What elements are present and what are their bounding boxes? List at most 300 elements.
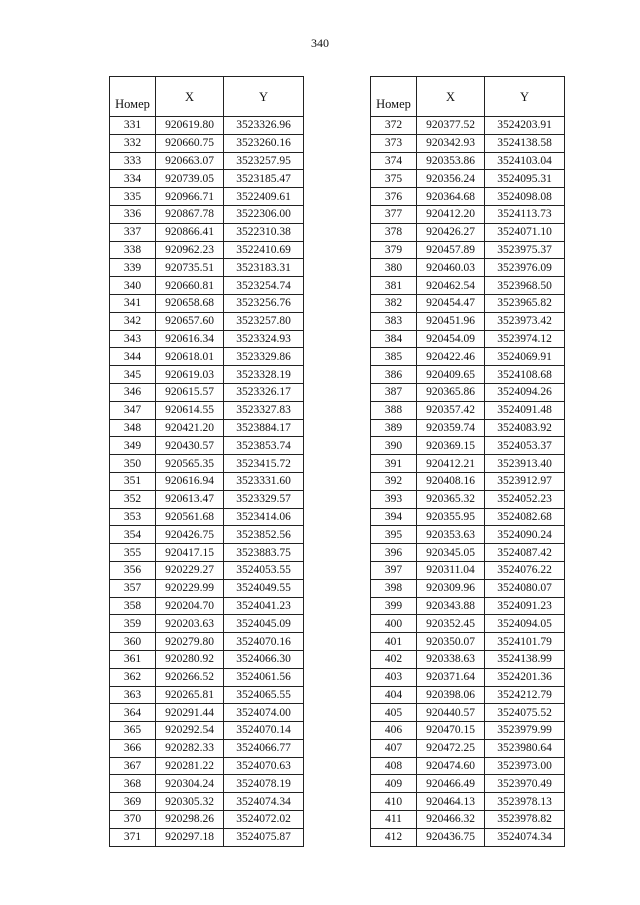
y-coordinate-cell: 3524091.23 [485,597,565,615]
y-coordinate-cell: 3524075.87 [224,828,304,846]
x-coordinate-cell: 920266.52 [156,668,224,686]
x-coordinate-cell: 920466.32 [417,811,485,829]
x-coordinate-cell: 920398.06 [417,686,485,704]
x-coordinate-cell: 920365.32 [417,490,485,508]
point-number-cell: 395 [371,526,417,544]
y-coordinate-cell: 3523326.17 [224,383,304,401]
x-coordinate-cell: 920357.42 [417,401,485,419]
x-coordinate-cell: 920866.41 [156,223,224,241]
x-coordinate-cell: 920305.32 [156,793,224,811]
table-row [110,223,304,241]
header-number: Номер [110,77,156,117]
table-row [371,437,565,455]
y-coordinate-cell: 3523254.74 [224,277,304,295]
x-coordinate-cell: 920203.63 [156,615,224,633]
x-coordinate-cell: 920430.57 [156,437,224,455]
table-row [110,348,304,366]
header-x: X [156,77,224,117]
table-row [110,277,304,295]
y-coordinate-cell: 3523329.57 [224,490,304,508]
point-number-cell: 340 [110,277,156,295]
table-row [110,722,304,740]
x-coordinate-cell: 920618.01 [156,348,224,366]
point-number-cell: 377 [371,205,417,223]
table-row [110,490,304,508]
point-number-cell: 357 [110,579,156,597]
x-coordinate-cell: 920298.26 [156,811,224,829]
point-number-cell: 370 [110,811,156,829]
point-number-cell: 396 [371,544,417,562]
point-number-cell: 392 [371,472,417,490]
point-number-cell: 364 [110,704,156,722]
point-number-cell: 412 [371,828,417,846]
x-coordinate-cell: 920338.63 [417,650,485,668]
table-row [110,134,304,152]
x-coordinate-cell: 920462.54 [417,277,485,295]
y-coordinate-cell: 3524041.23 [224,597,304,615]
y-coordinate-cell: 3523324.93 [224,330,304,348]
x-coordinate-cell: 920297.18 [156,828,224,846]
y-coordinate-cell: 3522410.69 [224,241,304,259]
x-coordinate-cell: 920377.52 [417,117,485,135]
y-coordinate-cell: 3524103.04 [485,152,565,170]
point-number-cell: 350 [110,455,156,473]
point-number-cell: 346 [110,383,156,401]
table-row [371,241,565,259]
point-number-cell: 336 [110,205,156,223]
table-row [110,650,304,668]
x-coordinate-cell: 920460.03 [417,259,485,277]
table-row [371,383,565,401]
point-number-cell: 371 [110,828,156,846]
point-number-cell: 375 [371,170,417,188]
point-number-cell: 354 [110,526,156,544]
y-coordinate-cell: 3524087.42 [485,544,565,562]
table-row [110,668,304,686]
x-coordinate-cell: 920615.57 [156,383,224,401]
y-coordinate-cell: 3524113.73 [485,205,565,223]
table-row [110,152,304,170]
x-coordinate-cell: 920454.09 [417,330,485,348]
x-coordinate-cell: 920355.95 [417,508,485,526]
y-coordinate-cell: 3523183.31 [224,259,304,277]
table-row [371,686,565,704]
table-row [371,188,565,206]
x-coordinate-cell: 920616.34 [156,330,224,348]
y-coordinate-cell: 3524045.09 [224,615,304,633]
point-number-cell: 403 [371,668,417,686]
point-number-cell: 408 [371,757,417,775]
table-row [110,615,304,633]
y-coordinate-cell: 3524066.30 [224,650,304,668]
y-coordinate-cell: 3524076.22 [485,561,565,579]
table-row [371,739,565,757]
x-coordinate-cell: 920657.60 [156,312,224,330]
y-coordinate-cell: 3523329.86 [224,348,304,366]
point-number-cell: 381 [371,277,417,295]
point-number-cell: 384 [371,330,417,348]
x-coordinate-cell: 920229.99 [156,579,224,597]
table-row [110,757,304,775]
table-row [371,722,565,740]
y-coordinate-cell: 3523327.83 [224,401,304,419]
table-row [371,205,565,223]
y-coordinate-cell: 3523257.80 [224,312,304,330]
y-coordinate-cell: 3523970.49 [485,775,565,793]
x-coordinate-cell: 920440.57 [417,704,485,722]
x-coordinate-cell: 920867.78 [156,205,224,223]
table-row [371,508,565,526]
x-coordinate-cell: 920365.86 [417,383,485,401]
y-coordinate-cell: 3524061.56 [224,668,304,686]
y-coordinate-cell: 3524083.92 [485,419,565,437]
table-header-row [371,77,565,117]
x-coordinate-cell: 920660.75 [156,134,224,152]
table-row [371,348,565,366]
point-number-cell: 362 [110,668,156,686]
point-number-cell: 411 [371,811,417,829]
table-row [371,775,565,793]
table-row [110,526,304,544]
table-row [371,455,565,473]
point-number-cell: 341 [110,294,156,312]
point-number-cell: 400 [371,615,417,633]
y-coordinate-cell: 3524212.79 [485,686,565,704]
x-coordinate-cell: 920422.46 [417,348,485,366]
y-coordinate-cell: 3524091.48 [485,401,565,419]
table-row [371,277,565,295]
table-row [371,526,565,544]
table-row [371,650,565,668]
x-coordinate-cell: 920426.27 [417,223,485,241]
point-number-cell: 372 [371,117,417,135]
x-coordinate-cell: 920371.64 [417,668,485,686]
y-coordinate-cell: 3524069.91 [485,348,565,366]
point-number-cell: 406 [371,722,417,740]
point-number-cell: 343 [110,330,156,348]
x-coordinate-cell: 920304.24 [156,775,224,793]
x-coordinate-cell: 920279.80 [156,633,224,651]
point-number-cell: 368 [110,775,156,793]
point-number-cell: 363 [110,686,156,704]
x-coordinate-cell: 920345.05 [417,544,485,562]
x-coordinate-cell: 920369.15 [417,437,485,455]
y-coordinate-cell: 3524078.19 [224,775,304,793]
y-coordinate-cell: 3524053.55 [224,561,304,579]
point-number-cell: 409 [371,775,417,793]
page-number: 340 [311,36,329,50]
y-coordinate-cell: 3522409.61 [224,188,304,206]
point-number-cell: 399 [371,597,417,615]
point-number-cell: 410 [371,793,417,811]
point-number-cell: 401 [371,633,417,651]
point-number-cell: 361 [110,650,156,668]
y-coordinate-cell: 3524095.31 [485,170,565,188]
x-coordinate-cell: 920342.93 [417,134,485,152]
y-coordinate-cell: 3524071.10 [485,223,565,241]
x-coordinate-cell: 920265.81 [156,686,224,704]
x-coordinate-cell: 920352.45 [417,615,485,633]
y-coordinate-cell: 3524138.99 [485,650,565,668]
x-coordinate-cell: 920614.55 [156,401,224,419]
point-number-cell: 335 [110,188,156,206]
table-row [110,419,304,437]
point-number-cell: 339 [110,259,156,277]
point-number-cell: 342 [110,312,156,330]
point-number-cell: 373 [371,134,417,152]
point-number-cell: 358 [110,597,156,615]
table-row [110,455,304,473]
point-number-cell: 379 [371,241,417,259]
y-coordinate-cell: 3523260.16 [224,134,304,152]
table-row [110,366,304,384]
table-row [371,544,565,562]
x-coordinate-cell: 920616.94 [156,472,224,490]
point-number-cell: 390 [371,437,417,455]
x-coordinate-cell: 920962.23 [156,241,224,259]
y-coordinate-cell: 3523185.47 [224,170,304,188]
x-coordinate-cell: 920739.05 [156,170,224,188]
y-coordinate-cell: 3524070.16 [224,633,304,651]
x-coordinate-cell: 920292.54 [156,722,224,740]
y-coordinate-cell: 3523974.12 [485,330,565,348]
table-row [110,561,304,579]
x-coordinate-cell: 920464.13 [417,793,485,811]
x-coordinate-cell: 920426.75 [156,526,224,544]
x-coordinate-cell: 920466.49 [417,775,485,793]
y-coordinate-cell: 3523331.60 [224,472,304,490]
y-coordinate-cell: 3524052.23 [485,490,565,508]
point-number-cell: 338 [110,241,156,259]
y-coordinate-cell: 3523979.99 [485,722,565,740]
table-row [371,134,565,152]
point-number-cell: 355 [110,544,156,562]
x-coordinate-cell: 920436.75 [417,828,485,846]
table-row [110,793,304,811]
y-coordinate-cell: 3523912.97 [485,472,565,490]
table-row [371,668,565,686]
point-number-cell: 367 [110,757,156,775]
x-coordinate-cell: 920417.15 [156,544,224,562]
table-row [371,633,565,651]
x-coordinate-cell: 920364.68 [417,188,485,206]
x-coordinate-cell: 920356.24 [417,170,485,188]
x-coordinate-cell: 920353.63 [417,526,485,544]
point-number-cell: 376 [371,188,417,206]
point-number-cell: 385 [371,348,417,366]
table-row [110,188,304,206]
y-coordinate-cell: 3523853.74 [224,437,304,455]
y-coordinate-cell: 3524094.05 [485,615,565,633]
y-coordinate-cell: 3523978.13 [485,793,565,811]
y-coordinate-cell: 3524138.58 [485,134,565,152]
point-number-cell: 382 [371,294,417,312]
table-row [371,811,565,829]
table-row [371,472,565,490]
y-coordinate-cell: 3524072.02 [224,811,304,829]
x-coordinate-cell: 920409.65 [417,366,485,384]
y-coordinate-cell: 3523415.72 [224,455,304,473]
x-coordinate-cell: 920619.03 [156,366,224,384]
y-coordinate-cell: 3524074.00 [224,704,304,722]
x-coordinate-cell: 920350.07 [417,633,485,651]
point-number-cell: 393 [371,490,417,508]
table-row [371,419,565,437]
y-coordinate-cell: 3524201.36 [485,668,565,686]
x-coordinate-cell: 920412.21 [417,455,485,473]
table-row [371,223,565,241]
point-number-cell: 348 [110,419,156,437]
table-row [110,117,304,135]
table-row [110,579,304,597]
y-coordinate-cell: 3524098.08 [485,188,565,206]
x-coordinate-cell: 920281.22 [156,757,224,775]
table-row [371,294,565,312]
y-coordinate-cell: 3524080.07 [485,579,565,597]
x-coordinate-cell: 920663.07 [156,152,224,170]
table-row [371,757,565,775]
y-coordinate-cell: 3523256.76 [224,294,304,312]
table-row [110,633,304,651]
y-coordinate-cell: 3522310.38 [224,223,304,241]
coordinates-body-left [110,117,304,847]
point-number-cell: 359 [110,615,156,633]
y-coordinate-cell: 3523257.95 [224,152,304,170]
table-row [110,294,304,312]
point-number-cell: 397 [371,561,417,579]
point-number-cell: 360 [110,633,156,651]
coordinates-body-right [371,117,565,847]
x-coordinate-cell: 920280.92 [156,650,224,668]
x-coordinate-cell: 920966.71 [156,188,224,206]
point-number-cell: 380 [371,259,417,277]
y-coordinate-cell: 3523913.40 [485,455,565,473]
point-number-cell: 332 [110,134,156,152]
point-number-cell: 388 [371,401,417,419]
point-number-cell: 344 [110,348,156,366]
point-number-cell: 374 [371,152,417,170]
y-coordinate-cell: 3524070.14 [224,722,304,740]
header-y: Y [485,77,565,117]
table-row [371,615,565,633]
header-number: Номер [371,77,417,117]
table-row [371,312,565,330]
table-row [110,330,304,348]
table-row [110,704,304,722]
x-coordinate-cell: 920472.25 [417,739,485,757]
table-row [371,490,565,508]
y-coordinate-cell: 3524094.26 [485,383,565,401]
x-coordinate-cell: 920613.47 [156,490,224,508]
x-coordinate-cell: 920457.89 [417,241,485,259]
y-coordinate-cell: 3523883.75 [224,544,304,562]
x-coordinate-cell: 920291.44 [156,704,224,722]
point-number-cell: 386 [371,366,417,384]
table-row [110,775,304,793]
table-row [110,170,304,188]
point-number-cell: 337 [110,223,156,241]
point-number-cell: 349 [110,437,156,455]
y-coordinate-cell: 3523973.42 [485,312,565,330]
table-row [371,561,565,579]
table-row [371,330,565,348]
table-row [371,117,565,135]
coordinates-table-right [370,76,565,847]
y-coordinate-cell: 3523884.17 [224,419,304,437]
table-row [110,597,304,615]
y-coordinate-cell: 3523965.82 [485,294,565,312]
point-number-cell: 383 [371,312,417,330]
point-number-cell: 333 [110,152,156,170]
y-coordinate-cell: 3524075.52 [485,704,565,722]
x-coordinate-cell: 920412.20 [417,205,485,223]
x-coordinate-cell: 920353.86 [417,152,485,170]
y-coordinate-cell: 3524203.91 [485,117,565,135]
point-number-cell: 398 [371,579,417,597]
x-coordinate-cell: 920619.80 [156,117,224,135]
point-number-cell: 356 [110,561,156,579]
x-coordinate-cell: 920359.74 [417,419,485,437]
point-number-cell: 369 [110,793,156,811]
y-coordinate-cell: 3524049.55 [224,579,304,597]
y-coordinate-cell: 3523978.82 [485,811,565,829]
y-coordinate-cell: 3523975.37 [485,241,565,259]
x-coordinate-cell: 920282.33 [156,739,224,757]
x-coordinate-cell: 920565.35 [156,455,224,473]
y-coordinate-cell: 3524065.55 [224,686,304,704]
x-coordinate-cell: 920204.70 [156,597,224,615]
y-coordinate-cell: 3522306.00 [224,205,304,223]
y-coordinate-cell: 3524074.34 [224,793,304,811]
coordinates-table-left [109,76,304,847]
y-coordinate-cell: 3524066.77 [224,739,304,757]
y-coordinate-cell: 3523326.96 [224,117,304,135]
x-coordinate-cell: 920660.81 [156,277,224,295]
x-coordinate-cell: 920474.60 [417,757,485,775]
table-row [110,383,304,401]
point-number-cell: 404 [371,686,417,704]
table-row [371,401,565,419]
table-row [371,170,565,188]
point-number-cell: 334 [110,170,156,188]
y-coordinate-cell: 3523980.64 [485,739,565,757]
point-number-cell: 331 [110,117,156,135]
x-coordinate-cell: 920454.47 [417,294,485,312]
y-coordinate-cell: 3524082.68 [485,508,565,526]
y-coordinate-cell: 3524053.37 [485,437,565,455]
y-coordinate-cell: 3523973.00 [485,757,565,775]
point-number-cell: 394 [371,508,417,526]
x-coordinate-cell: 920470.15 [417,722,485,740]
table-row [110,241,304,259]
y-coordinate-cell: 3523852.56 [224,526,304,544]
table-row [110,205,304,223]
header-x: X [417,77,485,117]
table-row [110,828,304,846]
table-row [371,793,565,811]
point-number-cell: 345 [110,366,156,384]
point-number-cell: 365 [110,722,156,740]
y-coordinate-cell: 3524101.79 [485,633,565,651]
y-coordinate-cell: 3524074.34 [485,828,565,846]
table-row [110,401,304,419]
x-coordinate-cell: 920421.20 [156,419,224,437]
table-row [371,579,565,597]
x-coordinate-cell: 920229.27 [156,561,224,579]
y-coordinate-cell: 3524090.24 [485,526,565,544]
point-number-cell: 378 [371,223,417,241]
table-row [110,739,304,757]
